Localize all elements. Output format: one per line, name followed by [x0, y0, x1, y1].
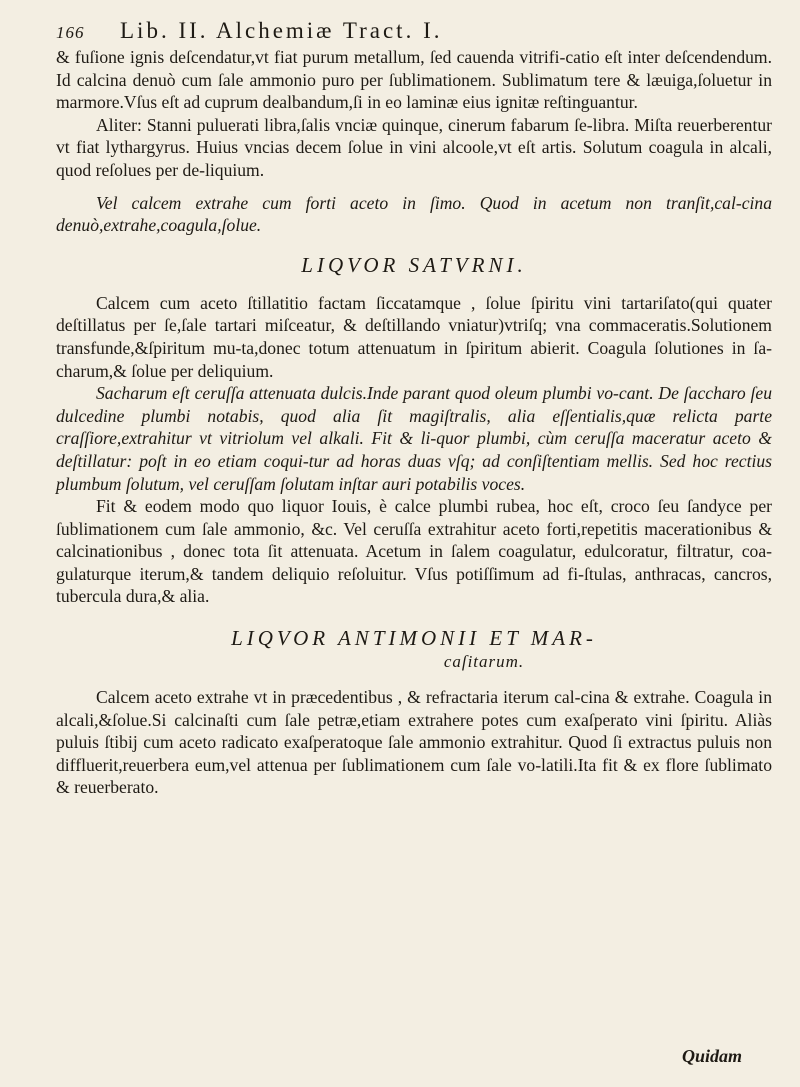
section-1-italic-paragraph: Sacharum eſt ceruſſa attenuata dulcis.Inde parant quod oleum plumbi vo-cant. De ſaccharo ſeu dulcedine plumbi notabis, quod alia ſit magiſtralis, alia eſſentialis,quæ relicta parte craſſiore,extrahitur vt vitriolum vel alkali. Fit & li-quor plumbi, cùm ceruſſa maceratur aceto & deſtillatur: poſt in eo etiam coqui-tur ad horas duas vſq; ad conſiſtentiam mellis. Sed hoc rectius plumbum ſolutum, vel ceruſſam ſolutam inſtar auri potabilis voces. — [56, 383, 772, 494]
section-1-paragraph-1: Calcem cum aceto ſtillatitio factam ſiccatamque , ſolue ſpiritu vini tartariſato(qui quater deſtillatus per ſe,ſale tartari miſceatur, & deſtillando vniatur)vtriſq; vna commaceratis.Solutionem transfunde,&ſpiritum mu-ta,donec totum attenuatum in ſpiritum abierit. Coagula ſolutiones in ſa-charum,& ſolue per deliquium. — [56, 292, 772, 381]
section-title-liquor-saturni: LIQVOR SATVRNI. — [301, 252, 527, 277]
section-title-liquor-antimonii — [56, 626, 772, 674]
section-2-title-line-1: LIQVOR ANTIMONII ET MAR- — [231, 626, 597, 651]
catchword: Quidam — [681, 1046, 742, 1066]
section-2-title-line-2: caſitarum. — [443, 652, 525, 672]
section-1-paragraph-2: Fit & eodem modo quo liquor Iouis, è calce plumbi rubea, hoc eſt, croco ſeu ſandyce per ſublimationem cum ſale ammonio, &c. Vel ceruſſa extrahitur aceto forti,repetitis macerationibus & calcinationibus , donec tota ſit attenuata. Acetum in ſalem coagulatur, edulcoratur, filtratur, coa-gulaturque iterum,& tandem deliquio reſoluitur. Vſus potiſſimum ad fi-ſtulas, anthracas, cancros, tubercula dura,& alia. — [56, 496, 772, 607]
running-head: Lib. II. Alchemiæ Tract. I. — [120, 18, 443, 43]
italic-note-1: Vel calcem extrahe cum forti aceto in ſimo. Quod in acetum non tranſit,cal-cina denuò,extrahe,coagula,ſolue. — [56, 192, 772, 236]
section-2-paragraph-1: Calcem aceto extrahe vt in præcedentibus , & refractaria iterum cal-cina & extrahe. Coagula in alcali,&ſolue.Si calcinaſti cum ſale petræ,etiam extrahere potes cum exaſperato vini ſpiritu. Aliàs puluis ſtibij cum aceto radicato exaſperatoque ſale ammonio extrahitur. Quod ſi extractus puluis non diffluerit,reuerbera eum,vel attenua per ſublimationem cum ſale vo-latili.Ita fit & ex flore ſublimato & reuerberato. — [56, 687, 772, 798]
paragraph-top-1: & fuſione ignis deſcendatur,vt fiat purum metallum, ſed cauenda vitrifi-catio eſt inter deſcendendum. Id calcina denuò cum ſale ammonio puro per ſublimationem. Sublimatum tere & læuiga,ſoluetur in marmore.Vſus eſt ad cuprum dealbandum,ſi in eo laminæ eius ignitæ reſtinguantur. — [56, 47, 772, 113]
page-number: 166 — [56, 23, 85, 42]
paragraph-top-2: Aliter: Stanni puluerati libra,ſalis vnciæ quinque, cinerum fabarum ſe-libra. Miſta reuerberentur vt fiat lythargyrus. Huius vncias decem ſolue in vini alcoole,vt eſt artis. Solutum coagula in alcali, quod reſolues per de-liquium. — [56, 114, 772, 180]
page-header — [56, 18, 772, 44]
